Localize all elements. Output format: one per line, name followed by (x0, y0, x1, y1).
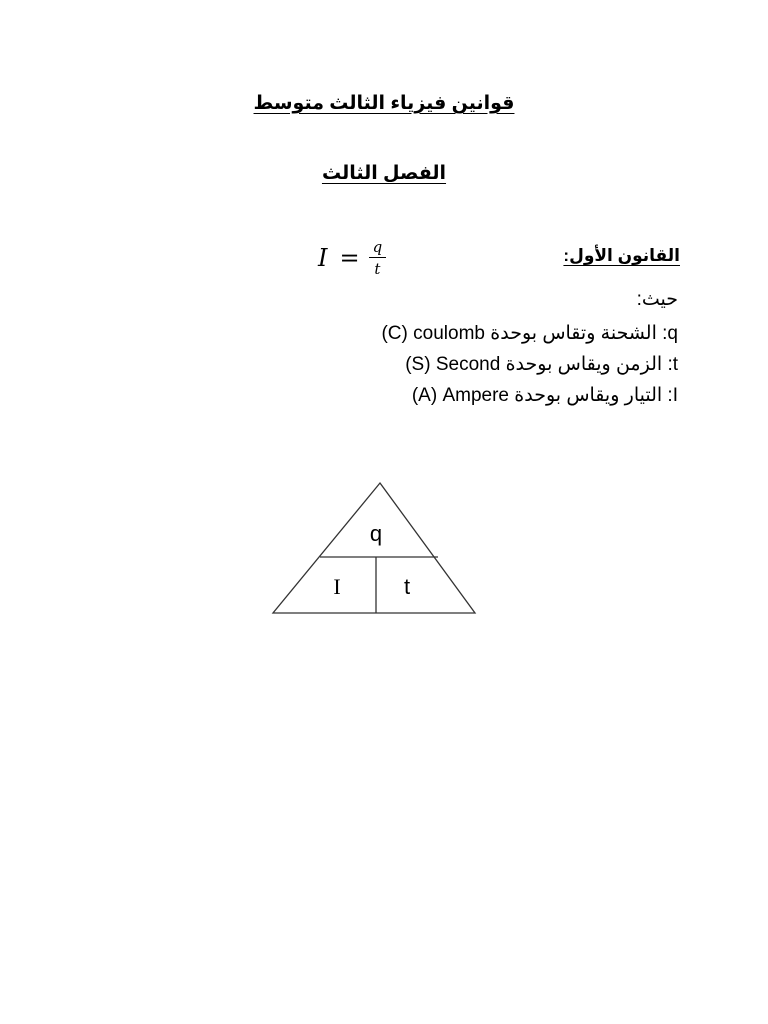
formula-denominator: t (374, 260, 381, 278)
definition-unit (381, 323, 485, 344)
definition-text: : التيار ويقاس بوحدة (514, 385, 673, 406)
triangle-bottom-right-label: t (403, 574, 411, 599)
definition-time (381, 349, 678, 380)
definition-unit-name: coulomb (413, 323, 485, 344)
definition-unit-symbol: (A) (411, 385, 438, 406)
triangle-top-label: q (369, 521, 383, 546)
definition-symbol: t (672, 354, 678, 375)
formula-lhs: I (318, 244, 328, 272)
definition-unit-symbol: (S) (405, 354, 431, 375)
triangle-bottom-left-label: I (333, 574, 341, 599)
chapter-heading: الفصل الثالث (321, 163, 447, 184)
definition-unit-name: Ampere (442, 385, 509, 406)
definition-symbol: I (672, 385, 678, 406)
formula-equals: = (339, 244, 360, 272)
triangle-outline (273, 483, 475, 613)
definition-unit-name: Second (435, 354, 501, 375)
formula-triangle (268, 480, 480, 620)
definition-list (381, 318, 678, 411)
definition-unit-symbol: (C) (381, 323, 408, 344)
definition-unit (405, 354, 500, 375)
where-label: حيث: (636, 289, 678, 310)
definition-text: : الشحنة وتقاس بوحدة (490, 323, 668, 344)
document-title: قوانين فيزياء الثالث متوسط (253, 93, 515, 114)
definition-current (381, 380, 678, 411)
law-heading: القانون الأول: (563, 246, 680, 265)
definition-unit (412, 385, 509, 406)
formula (318, 233, 386, 283)
formula-fraction (369, 238, 387, 278)
definition-charge (381, 318, 678, 349)
formula-numerator: q (369, 238, 387, 258)
definition-symbol: q (667, 323, 678, 344)
definition-text: : الزمن ويقاس بوحدة (505, 354, 673, 375)
